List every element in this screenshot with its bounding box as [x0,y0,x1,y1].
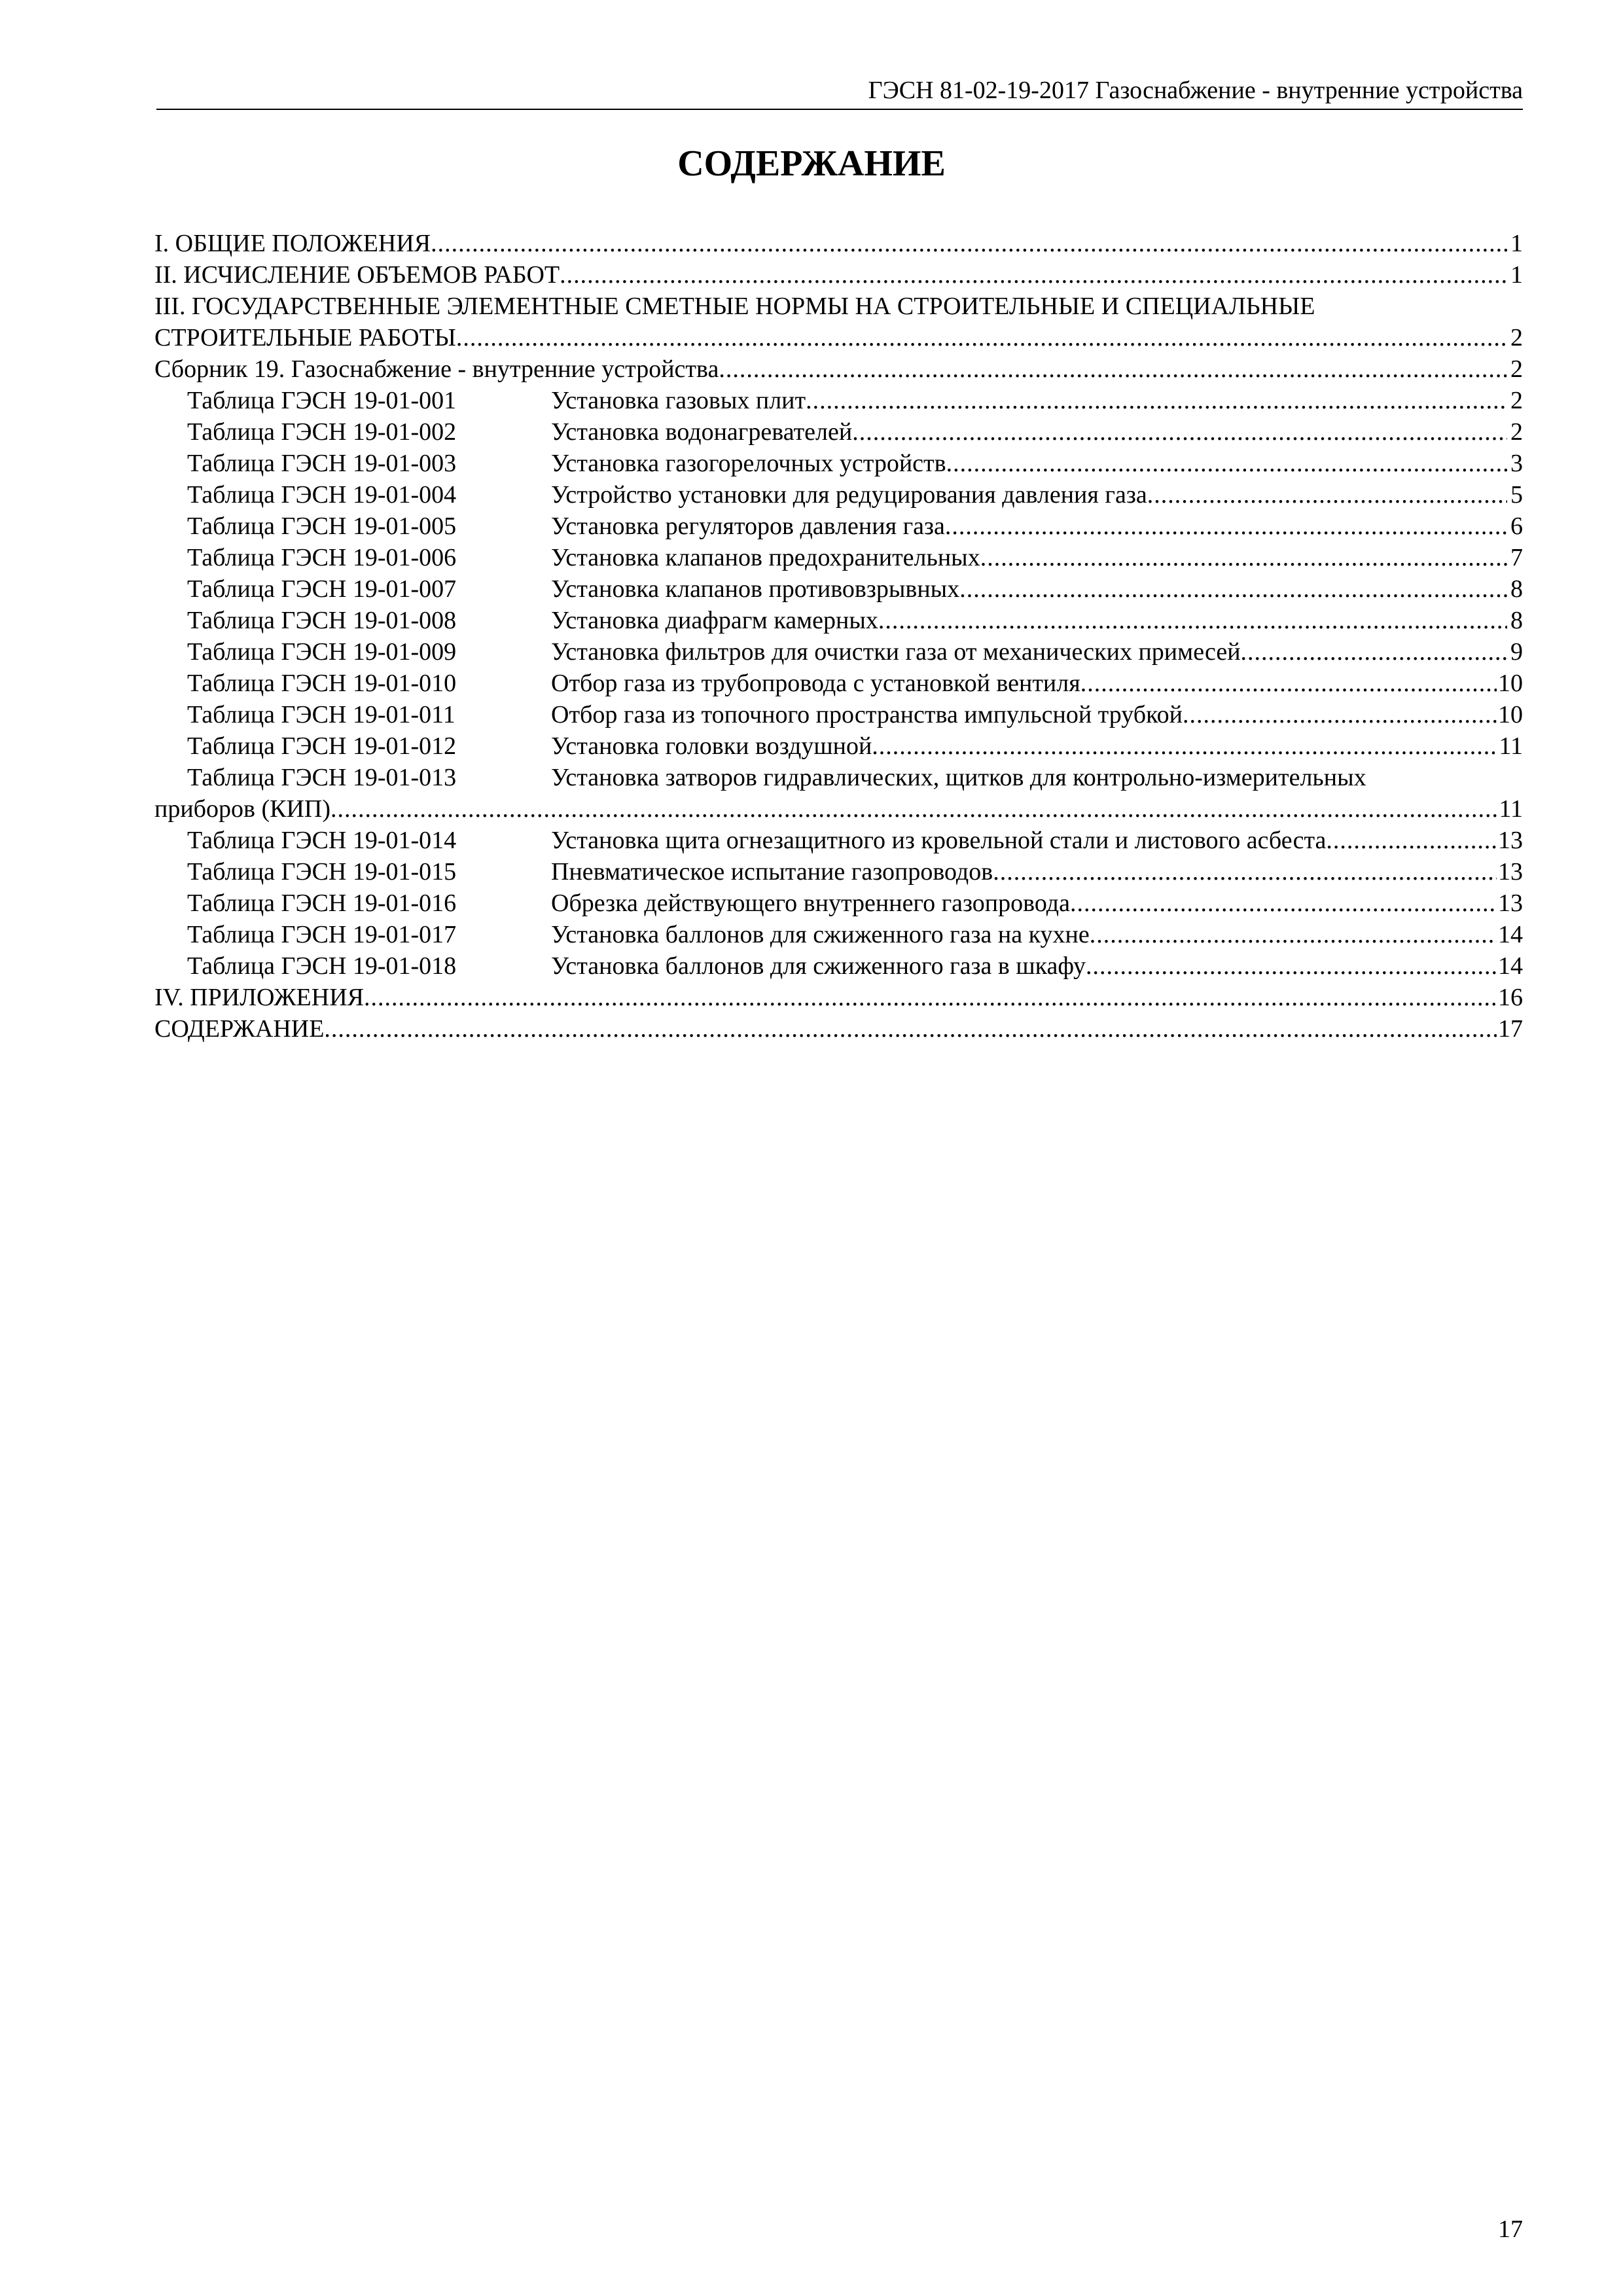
dot-leader [1241,636,1507,668]
page-title: СОДЕРЖАНИЕ [677,143,946,184]
table-code: Таблица ГЭСН 19-01-008 [187,607,457,634]
toc-entry-table-008[interactable] [154,605,1523,636]
toc-entry-table-013[interactable] [154,793,1523,825]
toc-entry-page: 1 [1510,261,1523,289]
dot-leader [456,322,1507,353]
toc-entry-table-007[interactable] [154,573,1523,605]
table-code: Таблица ГЭСН 19-01-010 [187,670,457,697]
table-code: Таблица ГЭСН 19-01-004 [187,481,457,509]
toc-entry-label: Сборник 19. Газоснабжение - внутренние устройства [154,355,719,383]
toc-entry-table-004[interactable] [154,479,1523,511]
table-code: Таблица ГЭСН 19-01-002 [187,418,457,446]
table-code: Таблица ГЭСН 19-01-015 [187,858,457,886]
toc-entry-page: 16 [1498,984,1523,1011]
toc-entry-table-017[interactable] [154,919,1523,950]
toc-entry-page: 8 [1510,575,1523,603]
header-rule [156,109,1523,110]
toc-entry-label: III. ГОСУДАРСТВЕННЫЕ ЭЛЕМЕНТНЫЕ СМЕТНЫЕ НОРМЫ НА СТРОИТЕЛЬНЫЕ И СПЕЦИАЛЬНЫЕ [154,293,1315,320]
toc-entry-page: 3 [1510,450,1523,477]
toc-entry-appendices[interactable] [154,982,1523,1013]
toc-entry-table-001[interactable] [154,385,1523,416]
dot-leader [1326,825,1497,856]
toc-entry-page: 2 [1510,324,1523,351]
dot-leader [431,228,1507,259]
dot-leader [980,542,1507,573]
table-code: Таблица ГЭСН 19-01-018 [187,952,457,980]
toc-entry-page: 6 [1510,512,1523,540]
running-header: ГЭСН 81-02-19-2017 Газоснабжение - внутренние устройства [868,77,1523,104]
toc-entry-page: 14 [1498,921,1523,948]
toc-entry-page: 13 [1498,858,1523,886]
toc-entry-page: 7 [1510,544,1523,571]
table-title: Установка газогорелочных устройств [551,450,946,477]
table-code: Таблица ГЭСН 19-01-013 [187,764,457,791]
toc-entry-section-1[interactable] [154,228,1523,259]
table-title: Отбор газа из трубопровода с установкой вентиля [551,670,1080,697]
table-title: Установка диафрагм камерных [551,607,878,634]
dot-leader [1147,479,1507,511]
toc-entry-table-013-line-1[interactable] [154,762,1523,793]
dot-leader [852,416,1507,448]
dot-leader [1080,668,1497,699]
toc-entry-page: 2 [1510,355,1523,383]
toc-entry-page: 17 [1498,1015,1523,1043]
toc-entry-page: 9 [1510,638,1523,666]
toc-entry-table-018[interactable] [154,950,1523,982]
toc-entry-label: СТРОИТЕЛЬНЫЕ РАБОТЫ [154,324,456,351]
dot-leader [330,793,1497,825]
toc-entry-table-015[interactable] [154,856,1523,888]
toc-entry-contents[interactable] [154,1013,1523,1045]
toc-entry-label: I. ОБЩИЕ ПОЛОЖЕНИЯ [154,230,431,257]
page-number: 17 [1498,2215,1523,2243]
table-code: Таблица ГЭСН 19-01-001 [187,387,457,414]
table-title: Установка регуляторов давления газа [551,512,945,540]
toc-entry-section-3-line-1[interactable] [154,291,1523,322]
toc-entry-table-006[interactable] [154,542,1523,573]
table-title: Установка клапанов противовзрывных [551,575,960,603]
dot-leader [946,448,1507,479]
table-title: Установка газовых плит [551,387,806,414]
table-title: Устройство установки для редуцирования давления газа [551,481,1147,509]
toc-entry-page: 2 [1510,418,1523,446]
table-of-contents [154,228,1523,1045]
table-code: Таблица ГЭСН 19-01-005 [187,512,457,540]
dot-leader [959,573,1507,605]
table-code: Таблица ГЭСН 19-01-003 [187,450,457,477]
toc-entry-table-005[interactable] [154,511,1523,542]
table-title: Установка головки воздушной [551,732,872,760]
toc-entry-page: 11 [1499,732,1523,760]
table-code: Таблица ГЭСН 19-01-012 [187,732,457,760]
table-title: Установка баллонов для сжиженного газа в шкафу [551,952,1086,980]
toc-entry-page: 1 [1510,230,1523,257]
toc-entry-label: II. ИСЧИСЛЕНИЕ ОБЪЕМОВ РАБОТ [154,261,560,289]
dot-leader [364,982,1497,1013]
dot-leader [324,1013,1497,1045]
dot-leader [945,511,1507,542]
dot-leader [719,353,1507,385]
dot-leader [1070,888,1497,919]
toc-entry-section-2[interactable] [154,259,1523,291]
toc-entry-page: 10 [1498,670,1523,697]
dot-leader [878,605,1507,636]
table-title: Установка водонагревателей [551,418,853,446]
toc-entry-page: 13 [1498,889,1523,917]
table-code: Таблица ГЭСН 19-01-014 [187,827,457,854]
toc-entry-collection-19[interactable] [154,353,1523,385]
table-title: Отбор газа из топочного пространства импульсной трубкой [551,701,1183,728]
dot-leader [993,856,1497,888]
toc-entry-label: СОДЕРЖАНИЕ [154,1015,325,1043]
toc-entry-table-011[interactable] [154,699,1523,730]
table-title: Установка фильтров для очистки газа от механических примесей [551,638,1241,666]
table-title: Обрезка действующего внутреннего газопровода [551,889,1070,917]
toc-entry-page: 14 [1498,952,1523,980]
dot-leader [1090,919,1497,950]
table-code: Таблица ГЭСН 19-01-017 [187,921,457,948]
toc-entry-page: 2 [1510,387,1523,414]
table-title: Установка баллонов для сжиженного газа на кухне [551,921,1090,948]
dot-leader [1086,950,1497,982]
toc-entry-section-3[interactable] [154,322,1523,353]
table-code: Таблица ГЭСН 19-01-011 [187,701,455,728]
table-title: Установка затворов гидравлических, щитков для контрольно-измерительных [551,764,1366,791]
table-code: Таблица ГЭСН 19-01-006 [187,544,457,571]
toc-entry-page: 10 [1498,701,1523,728]
table-code: Таблица ГЭСН 19-01-007 [187,575,457,603]
toc-entry-page: 5 [1510,481,1523,509]
toc-entry-table-016[interactable] [154,888,1523,919]
dot-leader [806,385,1507,416]
dot-leader [560,259,1507,291]
table-title: Установка щита огнезащитного из кровельной стали и листового асбеста [551,827,1327,854]
toc-entry-table-010[interactable] [154,668,1523,699]
toc-entry-table-009[interactable] [154,636,1523,668]
dot-leader [1183,699,1497,730]
table-title-continued: приборов (КИП) [154,795,330,823]
toc-entry-table-003[interactable] [154,448,1523,479]
toc-entry-table-014[interactable] [154,825,1523,856]
table-code: Таблица ГЭСН 19-01-009 [187,638,457,666]
toc-entry-page: 13 [1498,827,1523,854]
toc-entry-page: 11 [1499,795,1523,823]
toc-entry-table-002[interactable] [154,416,1523,448]
toc-entry-page: 8 [1510,607,1523,634]
toc-entry-label: IV. ПРИЛОЖЕНИЯ [154,984,364,1011]
table-title: Пневматическое испытание газопроводов [551,858,993,886]
toc-entry-table-012[interactable] [154,730,1523,762]
dot-leader [872,730,1497,762]
table-code: Таблица ГЭСН 19-01-016 [187,889,457,917]
table-title: Установка клапанов предохранительных [551,544,980,571]
